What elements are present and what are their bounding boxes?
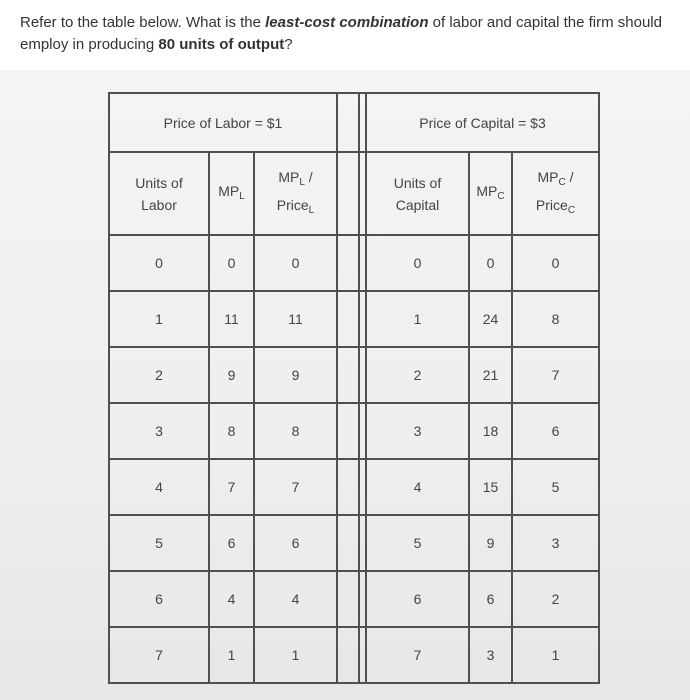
table-row	[109, 347, 599, 403]
question-text	[20, 12, 680, 56]
units-of-capital-cell: 4	[366, 459, 469, 515]
mp-labor-cell: 8	[209, 403, 254, 459]
table-row	[109, 403, 599, 459]
mp-labor-cell: 11	[209, 291, 254, 347]
table-row	[109, 235, 599, 291]
mp-capital-cell: 18	[469, 403, 512, 459]
mp-capital-cell: 24	[469, 291, 512, 347]
mp-capital-price-cell: 5	[512, 459, 599, 515]
mp-labor-price-cell: 8	[254, 403, 337, 459]
labor-price-header: Price of Labor = $1	[109, 93, 337, 152]
column-separator	[359, 347, 366, 403]
units-of-capital-cell: 5	[366, 515, 469, 571]
column-separator	[359, 235, 366, 291]
mp-labor-header: $MP_L$	[209, 152, 254, 235]
units-of-labor-cell: 1	[109, 291, 209, 347]
mp-capital-price-header: $MP_C$ / Price$_C$	[512, 152, 599, 235]
mp-labor-cell: 9	[209, 347, 254, 403]
mp-labor-cell: 6	[209, 515, 254, 571]
column-separator	[337, 403, 359, 459]
mp-capital-price-cell: 8	[512, 291, 599, 347]
units-of-capital-header: Units of Capital	[366, 152, 469, 235]
question-bold-value: 80 units of output	[158, 36, 285, 53]
units-of-labor-cell: 3	[109, 403, 209, 459]
mp-capital-cell: 15	[469, 459, 512, 515]
mp-capital-header: $MP_C$	[469, 152, 512, 235]
mp-labor-price-header: $MP_L$ / Price$_L$	[254, 152, 337, 235]
units-of-labor-header: Units of Labor	[109, 152, 209, 235]
mp-labor-price-cell: 11	[254, 291, 337, 347]
mp-labor-price-cell: 9	[254, 347, 337, 403]
mp-labor-price-cell: 0	[254, 235, 337, 291]
question-suffix: ?	[284, 36, 293, 53]
mp-labor-price-cell: 4	[254, 571, 337, 627]
column-separator	[337, 93, 359, 152]
mp-capital-cell: 3	[469, 627, 512, 683]
column-separator	[359, 627, 366, 683]
mp-capital-cell: 21	[469, 347, 512, 403]
column-separator	[359, 403, 366, 459]
units-of-labor-cell: 0	[109, 235, 209, 291]
units-of-labor-cell: 2	[109, 347, 209, 403]
table-row	[109, 627, 599, 683]
mp-capital-cell: 9	[469, 515, 512, 571]
mp-capital-cell: 0	[469, 235, 512, 291]
column-separator	[337, 515, 359, 571]
column-separator	[359, 291, 366, 347]
mp-capital-price-cell: 6	[512, 403, 599, 459]
table-row	[109, 459, 599, 515]
units-of-capital-cell: 6	[366, 571, 469, 627]
column-separator	[337, 571, 359, 627]
mp-capital-cell: 6	[469, 571, 512, 627]
mp-capital-price-cell: 2	[512, 571, 599, 627]
units-of-capital-cell: 3	[366, 403, 469, 459]
units-of-labor-cell: 5	[109, 515, 209, 571]
price-header-row	[109, 93, 599, 152]
units-of-capital-cell: 0	[366, 235, 469, 291]
mp-capital-price-cell: 7	[512, 347, 599, 403]
column-separator	[337, 235, 359, 291]
units-of-labor-cell: 6	[109, 571, 209, 627]
mp-labor-cell: 0	[209, 235, 254, 291]
column-separator	[359, 152, 366, 235]
column-separator	[359, 571, 366, 627]
units-of-capital-cell: 7	[366, 627, 469, 683]
column-separator	[337, 291, 359, 347]
question-middle: of labor and capital the firm should employ in producing	[20, 14, 662, 53]
mp-capital-price-cell: 3	[512, 515, 599, 571]
column-separator	[337, 627, 359, 683]
mp-labor-price-cell: 6	[254, 515, 337, 571]
capital-price-header: Price of Capital = $3	[366, 93, 599, 152]
units-of-capital-cell: 1	[366, 291, 469, 347]
question-emphasis: least-cost combination	[265, 14, 429, 31]
mp-capital-price-cell: 1	[512, 627, 599, 683]
column-separator	[337, 459, 359, 515]
column-separator	[337, 152, 359, 235]
table-row	[109, 515, 599, 571]
mp-labor-cell: 1	[209, 627, 254, 683]
column-separator	[359, 459, 366, 515]
units-of-labor-cell: 7	[109, 627, 209, 683]
units-of-labor-cell: 4	[109, 459, 209, 515]
column-header-row	[109, 152, 599, 235]
mp-capital-price-cell: 0	[512, 235, 599, 291]
table-row	[109, 291, 599, 347]
question-prefix: Refer to the table below. What is the	[20, 14, 266, 31]
column-separator	[359, 93, 366, 152]
column-separator	[359, 515, 366, 571]
mp-labor-price-cell: 7	[254, 459, 337, 515]
column-separator	[337, 347, 359, 403]
mp-labor-cell: 4	[209, 571, 254, 627]
mp-labor-price-cell: 1	[254, 627, 337, 683]
table-row	[109, 571, 599, 627]
mp-labor-cell: 7	[209, 459, 254, 515]
units-of-capital-cell: 2	[366, 347, 469, 403]
cost-table	[108, 92, 600, 684]
